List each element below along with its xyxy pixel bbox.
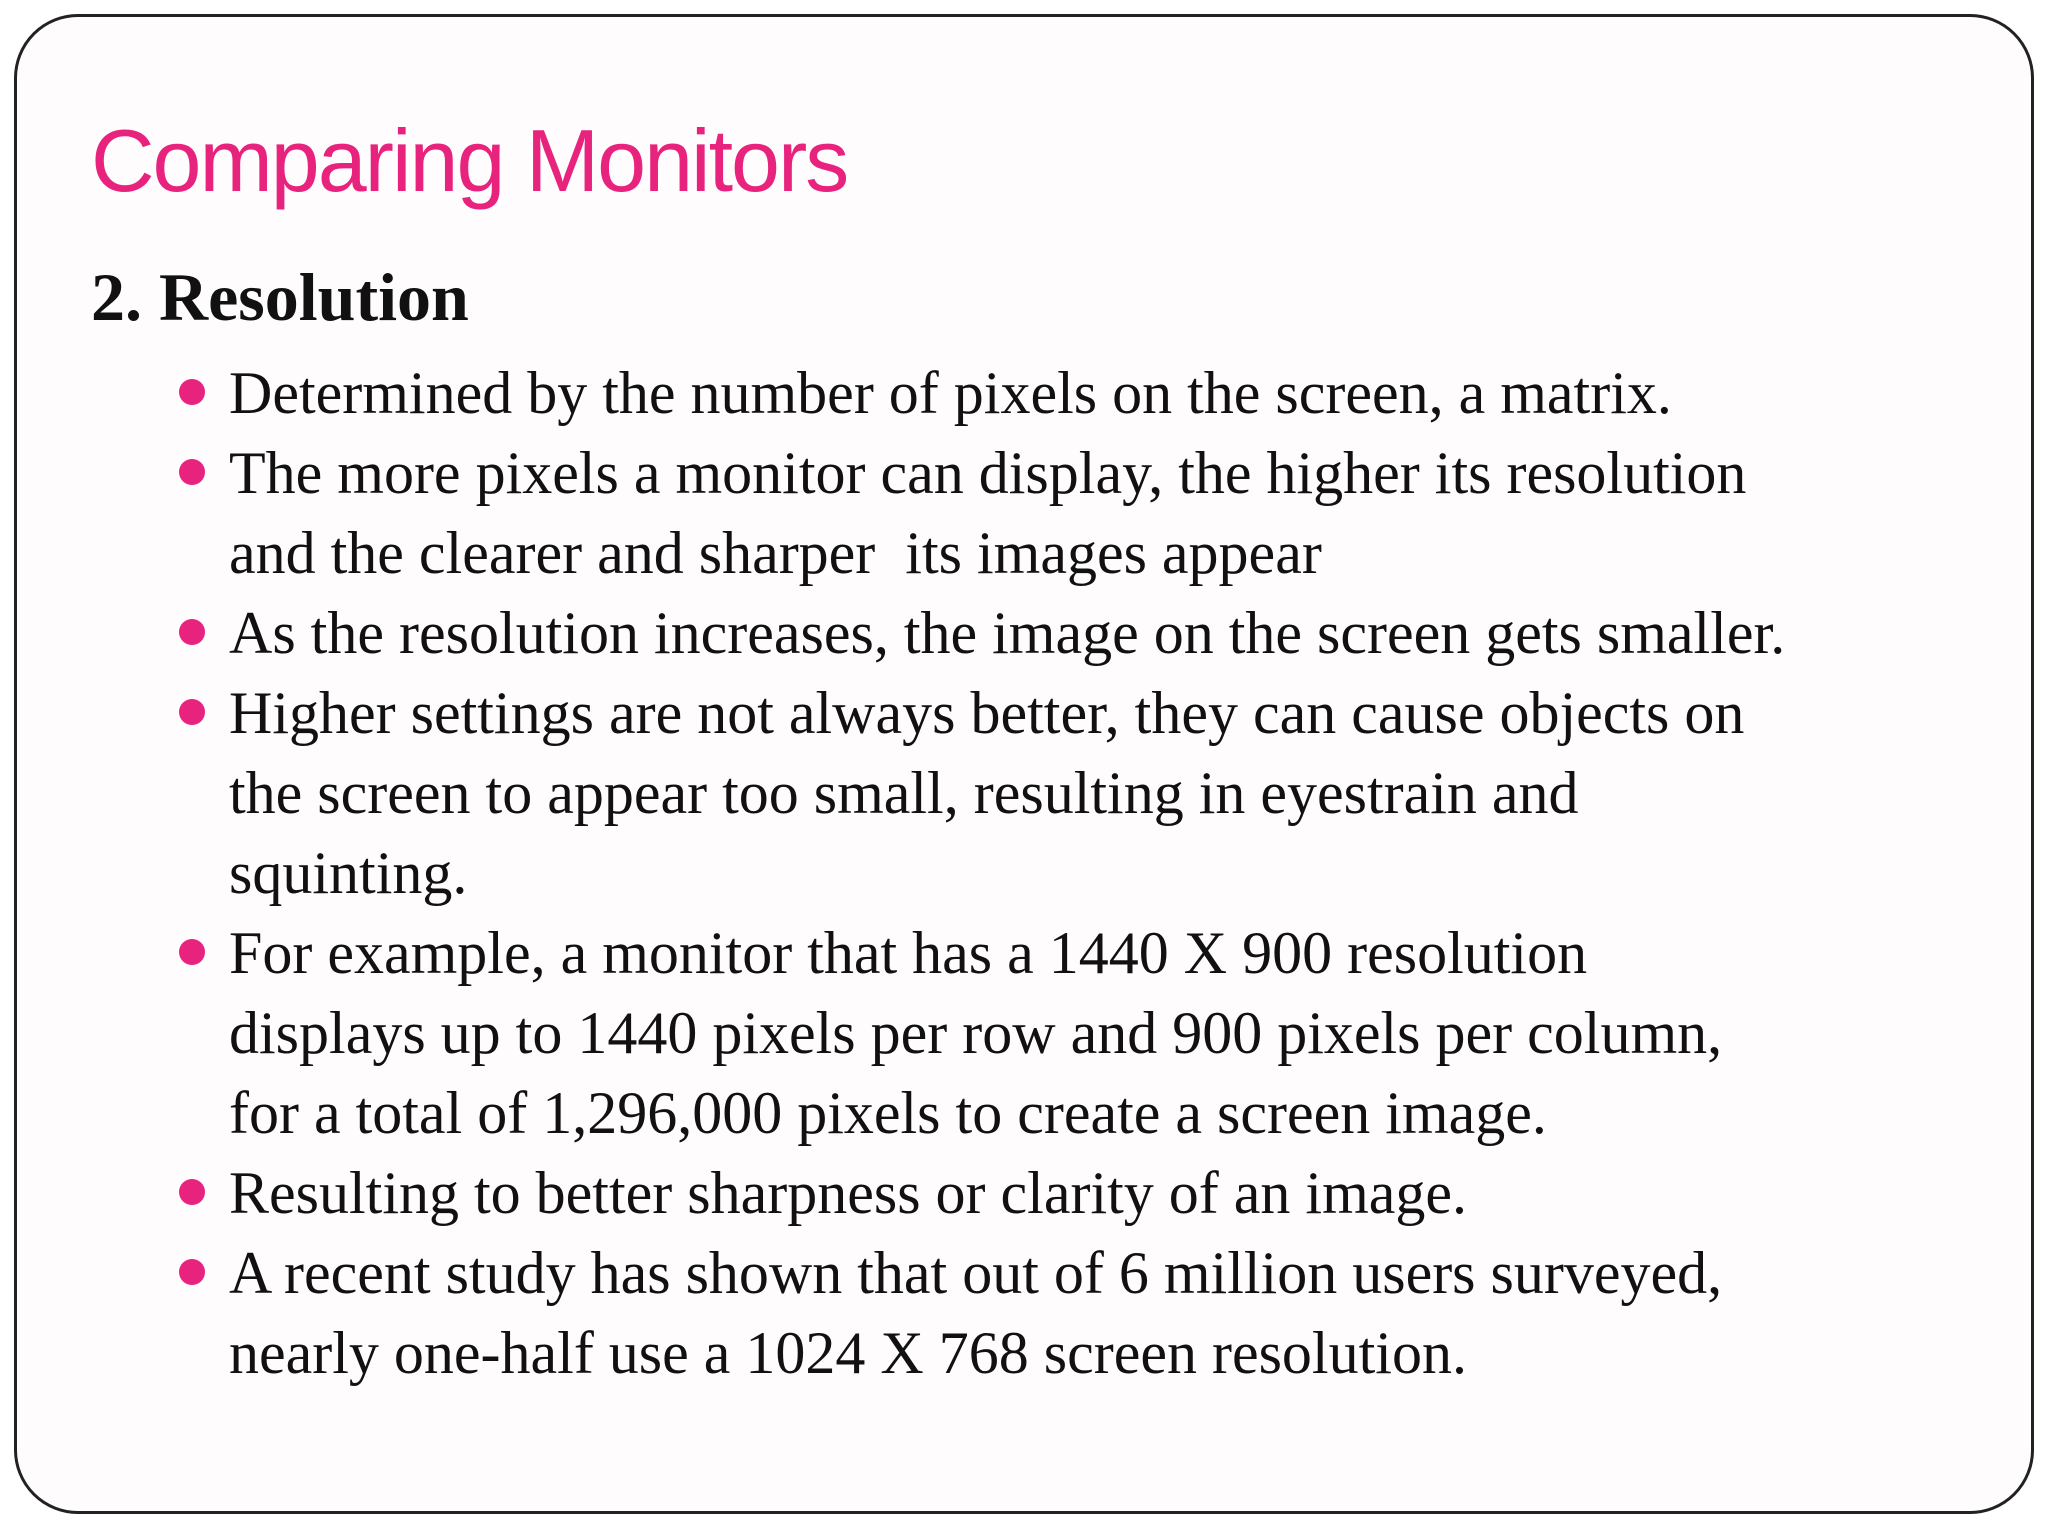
bullet-item	[179, 1233, 2019, 1393]
bullet-list	[179, 353, 2019, 1393]
bullet-dot-icon	[179, 699, 205, 725]
bullet-dot-icon	[179, 459, 205, 485]
bullet-dot-icon	[179, 619, 205, 645]
bullet-line: The more pixels a monitor can display, the higher its resolution	[229, 440, 1747, 506]
bullet-line: squinting.	[229, 840, 468, 906]
bullet-dot-icon	[179, 939, 205, 965]
bullet-dot-icon	[179, 1179, 205, 1205]
bullet-item	[179, 913, 2019, 1153]
bullet-line: As the resolution increases, the image on the screen gets smaller.	[229, 600, 1786, 666]
bullet-item	[179, 593, 2019, 673]
bullet-line: for a total of 1,296,000 pixels to create a screen image.	[229, 1080, 1547, 1146]
bullet-line: displays up to 1440 pixels per row and 900 pixels per column,	[229, 1000, 1723, 1066]
bullet-line: the screen to appear too small, resulting in eyestrain and	[229, 760, 1579, 826]
bullet-line: For example, a monitor that has a 1440 X 900 resolution	[229, 920, 1588, 986]
section-heading: 2. Resolution	[91, 259, 469, 335]
slide-frame	[14, 14, 2034, 1514]
bullet-line: A recent study has shown that out of 6 million users surveyed,	[229, 1240, 1723, 1306]
bullet-dot-icon	[179, 1259, 205, 1285]
bullet-item	[179, 1153, 2019, 1233]
bullet-line: Higher settings are not always better, they can cause objects on	[229, 680, 1745, 746]
bullet-dot-icon	[179, 379, 205, 405]
bullet-line: nearly one-half use a 1024 X 768 screen resolution.	[229, 1320, 1467, 1386]
bullet-item	[179, 433, 2019, 593]
slide-title: Comparing Monitors	[91, 111, 848, 210]
bullet-item	[179, 673, 2019, 913]
bullet-line: Determined by the number of pixels on the screen, a matrix.	[229, 360, 1672, 426]
bullet-line: Resulting to better sharpness or clarity of an image.	[229, 1160, 1467, 1226]
bullet-line: and the clearer and sharper its images appear	[229, 520, 1322, 586]
bullet-item	[179, 353, 2019, 433]
